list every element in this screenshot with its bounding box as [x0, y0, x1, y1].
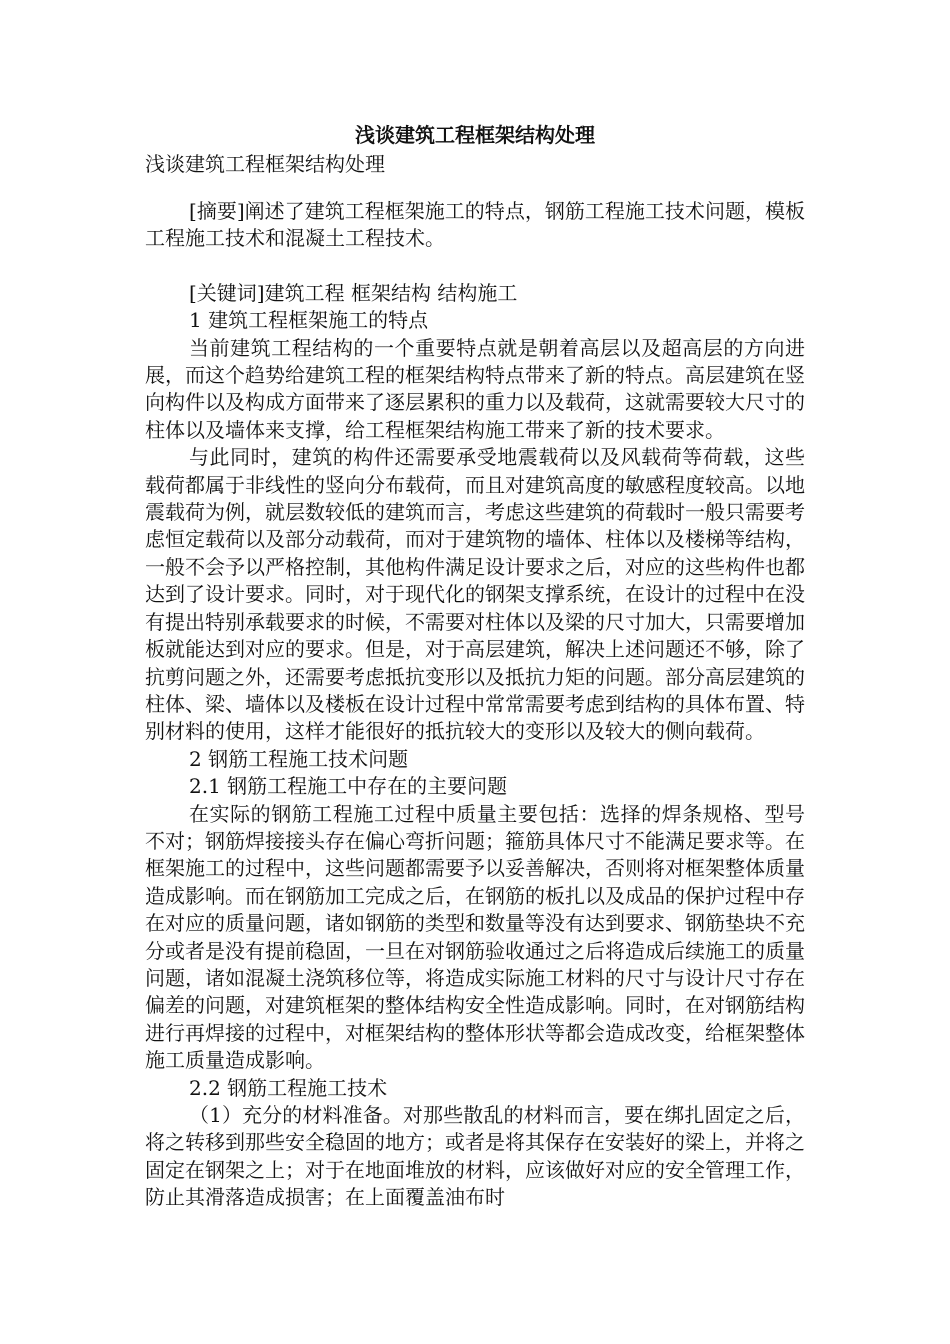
section-heading: 2 钢筋工程施工技术问题 — [189, 746, 409, 771]
document-subtitle: 浅谈建筑工程框架结构处理 — [145, 152, 385, 176]
document-body — [145, 198, 805, 1212]
subsection-heading: 2.2 钢筋工程施工技术 — [189, 1075, 388, 1100]
document-title: 浅谈建筑工程框架结构处理 — [355, 123, 595, 147]
body-paragraph: 在实际的钢筋工程施工过程中质量主要包括：选择的焊条规格、型号不对；钢筋焊接接头存在偏心弯折问题；箍筋具体尺寸不能满足要求等。在框架施工的过程中，这些问题都需要予以妥善解决，否则将对框架整体质量造成影响。而在钢筋加工完成之后，在钢筋的板扎以及成品的保护过程中存在对应的质量问题，诸如钢筋的类型和数量等没有达到要求、钢筋垫块不充分或者是没有提前稳固，一旦在对钢筋验收通过之后将造成后续施工的质量问题，诸如混凝土浇筑移位等，将造成实际施工材料的尺寸与设计尺寸存在偏差的问题，对建筑框架的整体结构安全性造成影响。同时，在对钢筋结构进行再焊接的过程中，对框架结构的整体形状等都会造成改变，给框架整体施工质量造成影响。 — [145, 801, 805, 1073]
abstract-paragraph: [摘要]阐述了建筑工程框架施工的特点，钢筋工程施工技术问题，模板工程施工技术和混凝土工程技术。 — [145, 199, 805, 251]
body-paragraph: （1）充分的材料准备。对那些散乱的材料而言，要在绑扎固定之后，将之转移到那些安全稳固的地方；或者是将其保存在安装好的梁上，并将之固定在钢架之上；对于在地面堆放的材料，应该做好对应的安全管理工作，防止其滑落造成损害；在上面覆盖油布时 — [145, 1103, 805, 1210]
keywords-line: [关键词]建筑工程 框架结构 结构施工 — [189, 280, 518, 305]
body-paragraph: 与此同时，建筑的构件还需要承受地震载荷以及风载荷等荷载，这些载荷都属于非线性的竖向分布载荷，而且对建筑高度的敏感程度较高。以地震载荷为例，就层数较低的建筑而言，考虑这些建筑的荷载时一般只需要考虑恒定载荷以及部分动载荷，而对于建筑物的墙体、柱体以及楼梯等结构，一般不会予以严格控制，其他构件满足设计要求之后，对应的这些构件也都达到了设计要求。同时，对于现代化的钢架支撑系统，在设计的过程中在没有提出特别承载要求的时候，不需要对柱体以及梁的尺寸加大，只需要增加板就能达到对应的要求。但是，对于高层建筑，解决上述问题还不够，除了抗剪问题之外，还需要考虑抵抗变形以及抵抗力矩的问题。部分高层建筑的柱体、梁、墙体以及楼板在设计过程中常常需要考虑到结构的具体布置、特别材料的使用，这样才能很好的抵抗较大的变形以及较大的侧向载荷。 — [145, 445, 805, 744]
subsection-heading: 2.1 钢筋工程施工中存在的主要问题 — [189, 774, 508, 799]
section-heading: 1 建筑工程框架施工的特点 — [189, 308, 429, 333]
body-paragraph: 当前建筑工程结构的一个重要特点就是朝着高层以及超高层的方向进展，而这个趋势给建筑工程的框架结构特点带来了新的特点。高层建筑在竖向构件以及构成方面带来了逐层累积的重力以及载荷，这就需要较大尺寸的柱体以及墙体来支撑，给工程框架结构施工带来了新的技术要求。 — [145, 335, 805, 442]
